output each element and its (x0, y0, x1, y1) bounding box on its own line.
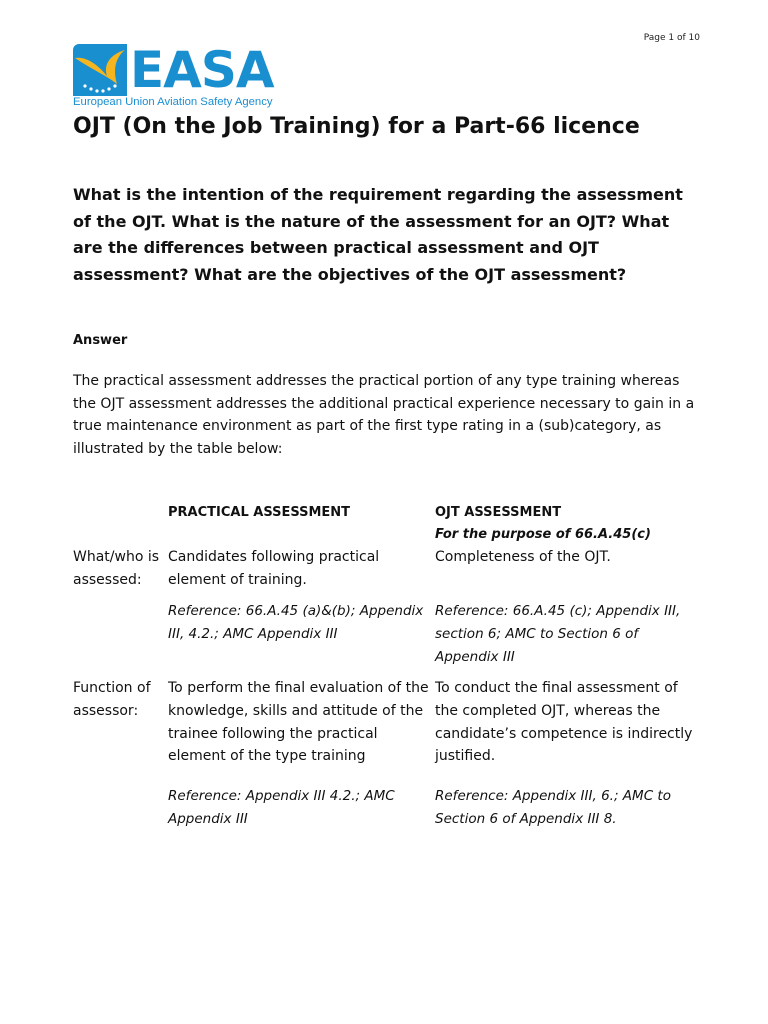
row2-ojt-text: To conduct the final assessment of the completed OJT, whereas the candidate’s competence is indirectly justified. (435, 680, 693, 765)
row2-practical-text: To perform the final evaluation of the knowledge, skills and attitude of the trainee following the practical element of the type training (168, 680, 429, 765)
easa-wordmark: EASA (130, 41, 274, 99)
row1-practical-reference: Reference: 66.A.45 (a)&(b); Appendix III, 4.2.; AMC Appendix III (168, 603, 424, 642)
row-label-assessed: What/who is assessed: (73, 549, 160, 588)
row2-ojt-reference: Reference: Appendix III, 6.; AMC to Section 6 of Appendix III 8. (435, 788, 671, 827)
page-number: Page 1 of 10 (643, 33, 700, 43)
row1-ojt-reference: Reference: 66.A.45 (c); Appendix III, section 6; AMC to Section 6 of Appendix III (435, 603, 681, 665)
row1-practical-text: Candidates following practical element of training. (168, 549, 380, 588)
question-heading: What is the intention of the requirement regarding the assessment of the OJT. What is the nature of the assessment for an OJT? What are the differences between practical assessment and OJT assessment? What are the objectives of the OJT assessment? (73, 185, 683, 284)
header-ojt-purpose: For the purpose of 66.A.45(c) (435, 527, 651, 542)
answer-label: Answer (73, 333, 128, 348)
header-ojt-assessment: OJT ASSESSMENT (435, 505, 562, 520)
row2-practical-reference: Reference: Appendix III 4.2.; AMC Appendix III (168, 788, 395, 827)
agency-name: European Union Aviation Safety Agency (73, 96, 273, 108)
row1-ojt-text: Completeness of the OJT. (435, 549, 611, 565)
page-title: OJT (On the Job Training) for a Part-66 licence (73, 114, 640, 139)
header-practical-assessment: PRACTICAL ASSESSMENT (168, 505, 351, 520)
row-label-function: Function of assessor: (73, 680, 151, 719)
intro-paragraph: The practical assessment addresses the practical portion of any type training whereas the OJT assessment addresses the additional practical experience necessary to gain in a true maintenance environment as part of the first type rating in a (sub)category, as illustrated by the table below: (73, 373, 695, 457)
easa-logo (73, 41, 283, 112)
easa-bird-stars-icon (73, 44, 127, 96)
